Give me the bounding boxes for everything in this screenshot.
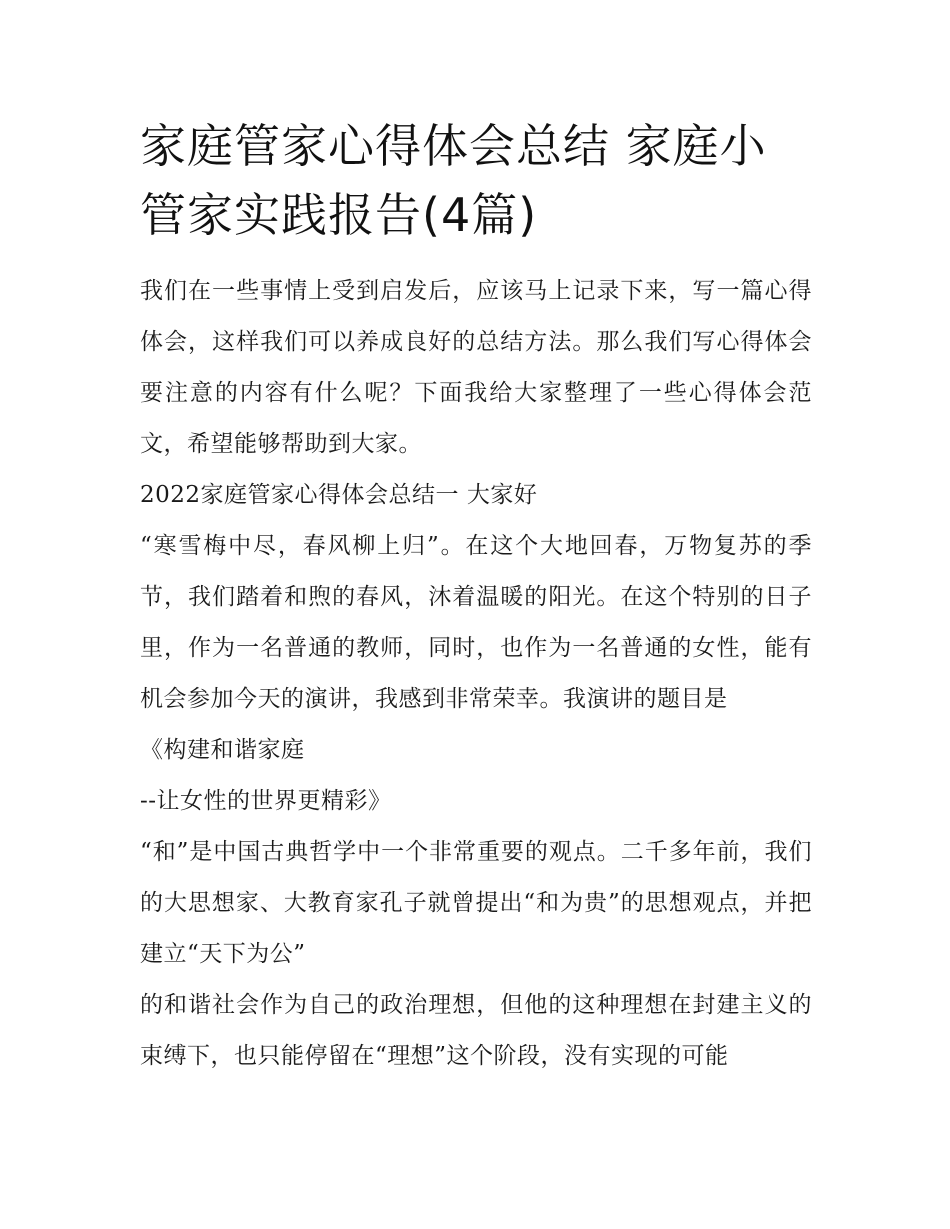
document-page [140, 112, 812, 1082]
speech-title-line-1: 《构建和谐家庭 [140, 737, 305, 763]
body-paragraph-1: “寒雪梅中尽，春风柳上归”。在这个大地回春，万物复苏的季节，我们踏着和煦的春风，沐着温暖的阳光。在这个特别的日子里，作为一名普通的教师，同时，也作为一名普通的女性，能有机会参加今天的演讲，我感到非常荣幸。我演讲的题目是 [140, 533, 812, 712]
body-paragraph-2: “和”是中国古典哲学中一个非常重要的观点。二千多年前，我们的大思想家、大教育家孔子就曾提出“和为贵”的思想观点，并把建立“天下为公” [140, 839, 812, 967]
speech-title-line-2: --让女性的世界更精彩》 [140, 788, 392, 814]
section-heading: 2022家庭管家心得体会总结一 大家好 [140, 482, 538, 508]
document-title: 家庭管家心得体会总结 家庭小管家实践报告(4篇) [140, 119, 767, 242]
intro-paragraph: 我们在一些事情上受到启发后，应该马上记录下来，写一篇心得体会，这样我们可以养成良好的总结方法。那么我们写心得体会要注意的内容有什么呢？下面我给大家整理了一些心得体会范文，希望能够帮助到大家。 [140, 278, 812, 457]
body-paragraph-3: 的和谐社会作为自己的政治理想，但他的这种理想在封建主义的束缚下，也只能停留在“理想”这个阶段，没有实现的可能 [140, 992, 812, 1069]
